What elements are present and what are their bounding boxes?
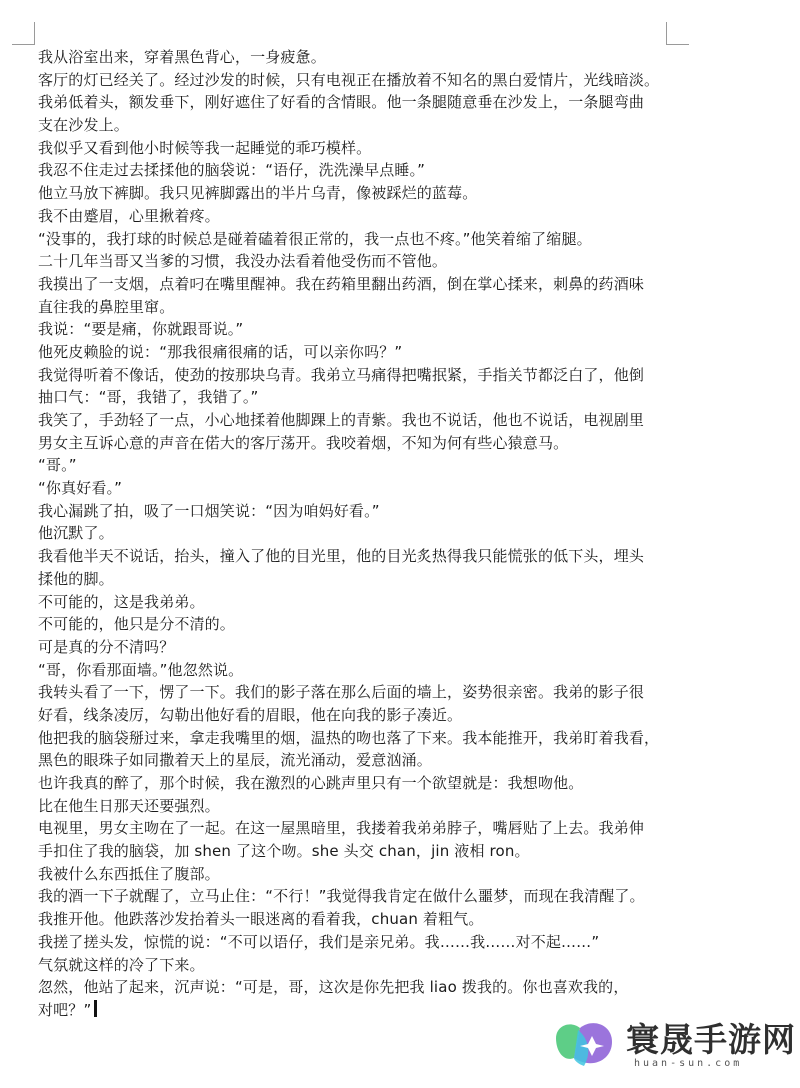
paragraph-line: 我忍不住走过去揉揉他的脑袋说：“语仔，洗洗澡早点睡。” — [38, 161, 426, 180]
paragraph-line: 二十几年当哥又当爹的习惯，我没办法看着他受伤而不管他。 — [38, 252, 448, 271]
paragraph-line-text: 对吧？” — [38, 1000, 92, 1019]
paragraph-line: 我笑了，手劲轻了一点，小心地揉着他脚踝上的青紫。我也不说话，他也不说话，电视剧里 — [38, 411, 645, 429]
paragraph-line: 黑色的眼珠子如同撒着天上的星辰，流光涌动，爱意汹涌。 — [38, 751, 432, 770]
paragraph-line: “没事的，我打球的时候总是碰着磕着很正常的，我一点也不疼。”他笑着缩了缩腿。 — [38, 229, 592, 248]
paragraph-line: 我摸出了一支烟，点着叼在嘴里醒神。我在药箱里翻出药酒，倒在掌心揉来，刺鼻的药酒味 — [38, 274, 645, 293]
watermark-site-name: 寰晟手游网 — [626, 1020, 796, 1059]
game-controller-logo-icon — [548, 1008, 620, 1080]
paragraph-line: 我转头看了一下，愣了一下。我们的影子落在那么后面的墙上，姿势很亲密。我弟的影子很 — [38, 683, 645, 702]
paragraph-line: “你真好看。” — [38, 479, 123, 498]
paragraph-line: 客厅的灯已经关了。经过沙发的时候，只有电视正在播放着不知名的黑白爱情片，光线暗淡。 — [38, 70, 660, 89]
paragraph-line: 也许我真的醉了，那个时候，我在激烈的心跳声里只有一个欲望就是：我想吻他。 — [38, 774, 584, 792]
paragraph-line: 比在他生日那天还要强烈。 — [38, 796, 220, 815]
paragraph-line: 揉他的脚。 — [38, 569, 114, 588]
paragraph-line: 支在沙发上。 — [38, 116, 129, 135]
paragraph-line: 我的酒一下子就醒了，立马止住：“不行！”我觉得我肯定在做什么噩梦，而现在我清醒了。 — [38, 887, 645, 906]
paragraph-line: 他立马放下裤脚。我只见裤脚露出的半片乌青，像被踩烂的蓝莓。 — [38, 184, 478, 203]
paragraph-line: 我觉得听着不像话，使劲的按那块乌青。我弟立马痛得把嘴抿紧，手指关节都泛白了，他倒 — [38, 365, 645, 384]
paragraph-line: 可是真的分不清吗？ — [38, 637, 175, 656]
site-watermark — [542, 998, 796, 1082]
paragraph-line: 他把我的脑袋掰过来，拿走我嘴里的烟，温热的吻也落了下来。我本能推开，我弟盯着我看， — [38, 728, 660, 747]
paragraph-line: 好看，线条凌厉，勾勒出他好看的眉眼，他在向我的影子凑近。 — [38, 705, 463, 724]
paragraph-line: 我从浴室出来，穿着黑色背心，一身疲惫。 — [38, 48, 326, 66]
paragraph-line: 直往我的鼻腔里窜。 — [38, 297, 175, 316]
document-text-body[interactable] — [38, 46, 778, 1022]
text-cursor-caret — [94, 1000, 97, 1017]
paragraph-line: 他沉默了。 — [38, 524, 114, 543]
page-corner-mark-top-left — [12, 22, 35, 45]
paragraph-line: 我似乎又看到他小时候等我一起睡觉的乖巧模样。 — [38, 138, 372, 157]
paragraph-line: 抽口气：“哥，我错了，我错了。” — [38, 388, 259, 407]
paragraph-line: 气氛就这样的冷了下来。 — [38, 955, 205, 974]
paragraph-line: 手扣住了我的脑袋，加 shen 了这个吻。she 头交 chan，jin 液相 ron。 — [38, 842, 530, 861]
paragraph-line: 男女主互诉心意的声音在偌大的客厅荡开。我咬着烟，不知为何有些心猿意马。 — [38, 433, 569, 452]
paragraph-line: 我搓了搓头发，惊慌的说：“不可以语仔，我们是亲兄弟。我……我……对不起……” — [38, 932, 600, 951]
paragraph-line: 他死皮赖脸的说：“那我很痛很痛的话，可以亲你吗？” — [38, 342, 403, 361]
paragraph-line: 我推开他。他跌落沙发抬着头一眼迷离的看着我，chuan 着粗气。 — [38, 910, 484, 929]
watermark-site-url: huan-sun.com — [634, 1058, 743, 1069]
paragraph-line: 我说：“要是痛，你就跟哥说。” — [38, 320, 244, 339]
paragraph-line: 不可能的，他只是分不清的。 — [38, 615, 235, 634]
paragraph-line: “哥，你看那面墙。”他忽然说。 — [38, 660, 244, 679]
page-corner-mark-top-right — [666, 22, 689, 45]
paragraph-line: “哥。” — [38, 456, 77, 475]
paragraph-line: 不可能的，这是我弟弟。 — [38, 592, 205, 611]
paragraph-line: 我弟低着头，额发垂下，刚好遮住了好看的含情眼。他一条腿随意垂在沙发上，一条腿弯曲 — [38, 93, 645, 112]
paragraph-line: 我不由蹙眉，心里揪着疼。 — [38, 206, 220, 225]
paragraph-line: 忽然，他站了起来，沉声说：“可是，哥，这次是你先把我 liao 拨我的。你也喜欢我的， — [38, 978, 629, 997]
paragraph-line: 我看他半天不说话，抬头，撞入了他的目光里，他的目光炙热得我只能慌张的低下头，埋头 — [38, 547, 645, 566]
paragraph-line: 我心漏跳了拍，吸了一口烟笑说：“因为咱妈好看。” — [38, 501, 380, 520]
paragraph-line: 我被什么东西抵住了腹部。 — [38, 864, 220, 883]
paragraph-line: 电视里，男女主吻在了一起。在这一屋黑暗里，我搂着我弟弟脖子，嘴唇贴了上去。我弟伸 — [38, 819, 645, 838]
